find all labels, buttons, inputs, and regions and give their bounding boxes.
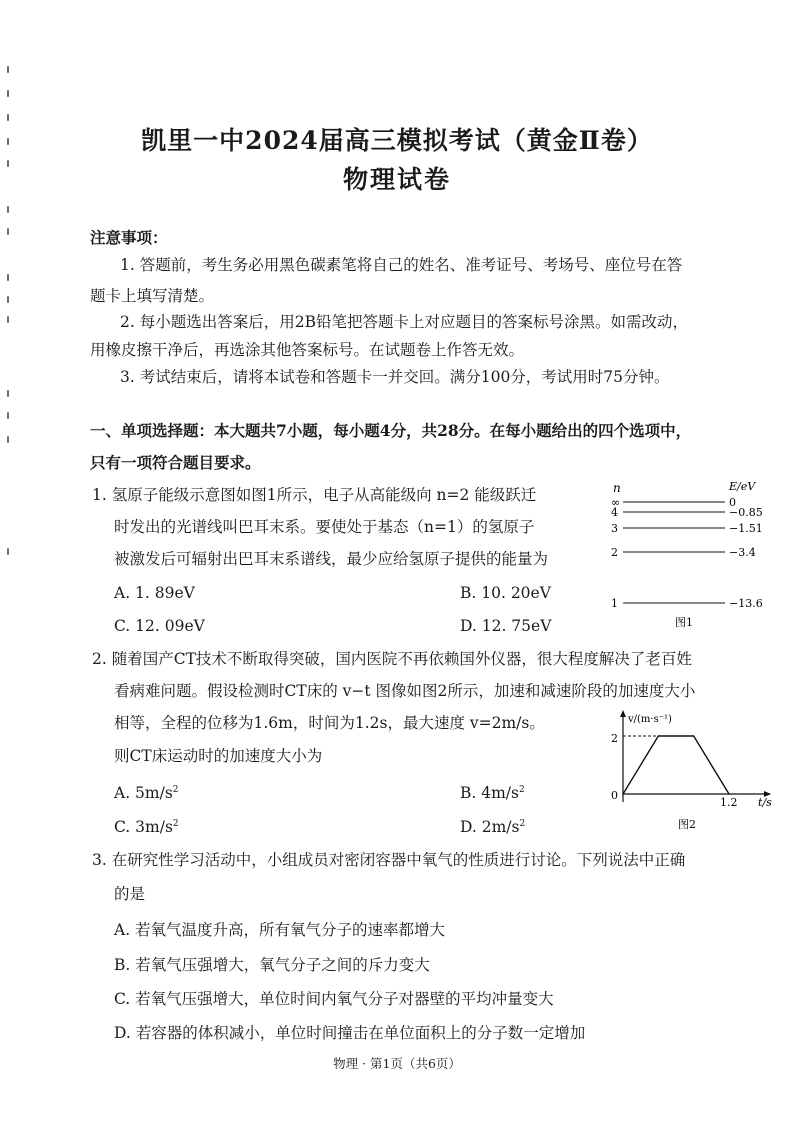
q1-stem-line-1: 1. 氢原子能级示意图如图1所示，电子从高能级向 n=2 能级跃迁 (92, 486, 537, 504)
fig2-y-label: v/(m·s⁻¹) (628, 714, 672, 725)
page-footer: 物理 · 第1页（共6页） (333, 1056, 461, 1071)
exam-title: 凯里一中2024届高三模拟考试（黄金Ⅱ卷） (141, 126, 653, 155)
fig2-vertex (622, 793, 624, 795)
q3-option-c: C. 若氧气压强增大，单位时间内氧气分子对器壁的平均冲量变大 (114, 990, 554, 1008)
figure-1-energy-levels (605, 480, 775, 630)
q2-option-b: B. $4m/s^2$ (460, 784, 525, 803)
fig2-velocity-curve (623, 736, 729, 794)
q1-option-a: A. 1. 89eV (114, 584, 195, 602)
fig1-level-n-label: ∞ (611, 496, 621, 509)
note-3-line-1: 3. 考试结束后，请将本试卷和答题卡一并交回。满分100分，考试用时75分钟。 (120, 368, 670, 386)
fig2-vertex (693, 735, 695, 737)
fig1-level-n-label: 4 (611, 506, 618, 519)
note-2-line-2: 用橡皮擦干净后，再选涂其他答案标号。在试题卷上作答无效。 (90, 341, 525, 359)
q1-option-d: D. 12. 75eV (460, 617, 552, 635)
q1-option-b: B. 10. 20eV (460, 584, 551, 602)
fig1-level-energy-label: −0.85 (729, 506, 763, 519)
q2-stem-line-1: 2. 随着国产CT技术不断取得突破，国内医院不再依赖国外仪器，很大程度解决了老百姓 (92, 650, 692, 668)
q3-stem-line-1: 3. 在研究性学习活动中，小组成员对密闭容器中氧气的性质进行讨论。下列说法中正确 (92, 851, 686, 869)
q2-stem-line-4: 则CT床运动时的加速度大小为 (114, 747, 323, 765)
q1-option-c: C. 12. 09eV (114, 617, 205, 635)
q2-option-d: D. $2m/s^2$ (460, 818, 526, 837)
fig1-level-energy-label: −1.51 (729, 522, 763, 535)
fig1-level-energy-label: −13.6 (729, 597, 763, 610)
q1-stem-line-3: 被激发后可辐射出巴耳末系谱线，最少应给氢原子提供的能量为 (114, 550, 549, 568)
fig1-level-energy-label: 0 (729, 496, 736, 509)
figure-2-v-t-graph (606, 708, 778, 834)
fig1-level-n-label: 3 (611, 522, 618, 535)
fig1-axis-n: n (613, 481, 621, 495)
note-2-line-1: 2. 每小题选出答案后，用2B铅笔把答题卡上对应题目的答案标号涂黑。如需改动， (120, 313, 688, 331)
notes-heading: 注意事项： (90, 228, 168, 247)
fig2-vertex (728, 793, 730, 795)
fig1-level-energy-label: −3.4 (729, 546, 756, 559)
fig2-x-tick-label: 1.2 (720, 796, 738, 809)
q2-stem-line-3: 相等，全程的位移为1.6m，时间为1.2s，最大速度 v=2m/s。 (114, 714, 545, 732)
fig1-level-n-label: 1 (611, 597, 618, 610)
fig2-y-arrow (620, 710, 626, 717)
fig2-y-tick-label: 2 (611, 732, 618, 745)
note-1-line-1: 1. 答题前，考生务必用黑色碳素笔将自己的姓名、准考证号、考场号、座位号在答 (120, 256, 683, 274)
q1-stem-line-2: 时发出的光谱线叫巴耳末系。要使处于基态（n=1）的氢原子 (114, 518, 535, 536)
section-1-heading-line-2: 只有一项符合题目要求。 (90, 453, 261, 472)
fig2-origin: 0 (611, 789, 618, 802)
q3-stem-line-2: 的是 (114, 885, 146, 903)
fig1-axis-e: E/eV (729, 480, 756, 493)
note-1-line-2: 题卡上填写清楚。 (90, 287, 215, 305)
fig2-x-label: t/s (758, 796, 772, 809)
fig1-caption: 图1 (675, 616, 693, 629)
q2-option-c: C. $3m/s^2$ (114, 818, 179, 837)
exam-subtitle: 物理试卷 (342, 165, 451, 194)
q2-stem-line-2: 看病难问题。假设检测时CT床的 v−t 图像如图2所示，加速和减速阶段的加速度大小 (114, 682, 696, 700)
fig2-vertex (658, 735, 660, 737)
q3-option-b: B. 若氧气压强增大，氧气分子之间的斥力变大 (114, 956, 430, 974)
section-1-heading-line-1: 一、单项选择题：本大题共7小题，每小题4分，共28分。在每小题给出的四个选项中， (90, 421, 692, 440)
fig2-caption: 图2 (678, 818, 696, 831)
fig1-level-n-label: 2 (611, 546, 618, 559)
q3-option-d: D. 若容器的体积减小，单位时间撞击在单位面积上的分子数一定增加 (114, 1024, 586, 1042)
q3-option-a: A. 若氧气温度升高，所有氧气分子的速率都增大 (114, 921, 446, 939)
q2-option-a: A. $5m/s^2$ (114, 784, 179, 803)
